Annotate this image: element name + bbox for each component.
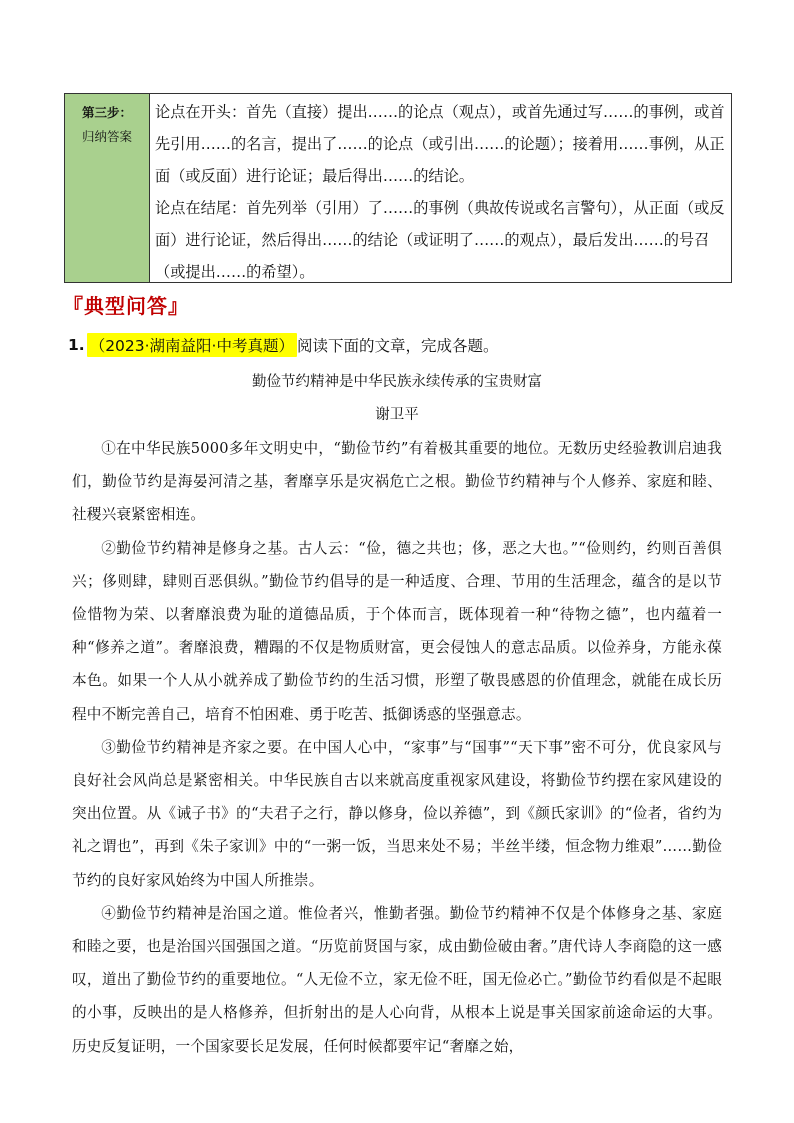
question-line (68, 333, 499, 357)
question-source-tag: （2023·湖南益阳·中考真题） (87, 333, 297, 357)
question-prompt: 阅读下面的文章，完成各题。 (297, 337, 499, 355)
article-paragraph: ②勤俭节约精神是修身之基。古人云：“俭，德之共也；侈，恶之大也。”“俭则约，约则百善俱兴；侈则肆，肆则百恶俱纵。”勤俭节约倡导的是一种适度、合理、节用的生活理念，蕴含的是以节俭惜物为荣、以奢靡浪费为耻的道德品质，于个体而言，既体现着一种“待物之德”，也内蕴着一种“修养之道”。奢靡浪费，糟蹋的不仅是物质财富，更会侵蚀人的意志品质。以俭养身，方能永葆本色。如果一个人从小就养成了勤俭节约的生活习惯，形塑了敬畏感恩的价值理念，就能在成长历程中不断完善自己，培育不怕困难、勇于吃苦、抵御诱惑的坚强意志。 (72, 539, 722, 723)
step-content-cell (150, 94, 731, 282)
step-para-opening: 论点在开头：首先（直接）提出……的论点（观点），或首先通过写……的事例，或首先引用……的名言，提出了……的论点（或引出……的论题）；接着用……事例，从正面（或反面）进行论证；最后得出……的结论。 (155, 103, 725, 185)
article-title: 勤俭节约精神是中华民族永续传承的宝贵财富 (252, 374, 542, 390)
step-para-ending: 论点在结尾：首先列举（引用）了……的事例（典故传说或名言警句），从正面（或反面）进行论证，然后得出……的结论（或证明了……的观点），最后发出……的号召（或提出……的希望）。 (155, 199, 725, 281)
article-paragraph: ③勤俭节约精神是齐家之要。在中国人心中，“家事”与“国事”“天下事”密不可分，优良家风与良好社会风尚总是紧密相关。中华民族自古以来就高度重视家风建设，将勤俭节约摆在家风建设的突出位置。从《诫子书》的“夫君子之行，静以修身，俭以养德”，到《颜氏家训》的“俭者，省约为礼之谓也”，再到《朱子家训》中的“一粥一饭，当思来处不易；半丝半缕，恒念物力维艰”……勤俭节约的良好家风始终为中国人所推崇。 (72, 738, 722, 889)
question-number: 1. (68, 336, 85, 354)
step-table (64, 93, 732, 283)
step-label-subtitle: 归纳答案 (81, 129, 132, 144)
step-label-cell (65, 94, 150, 282)
article-paragraph: ④勤俭节约精神是治国之道。惟俭者兴，惟勤者强。勤俭节约精神不仅是个体修身之基、家庭和睦之要，也是治国兴国强国之道。“历览前贤国与家，成由勤俭破由奢。”唐代诗人李商隐的这一感叹，道出了勤俭节约的重要地位。“人无俭不立，家无俭不旺，国无俭必亡。”勤俭节约看似是不起眼的小事，反映出的是人格修养，但折射出的是人心向背，从根本上说是事关国家前途命运的大事。历史反复证明，一个国家要长足发展，任何时候都要牢记“奢靡之始， (72, 904, 722, 1055)
section-heading: 『典型问答』 (63, 294, 189, 318)
article-author: 谢卫平 (375, 407, 419, 423)
article-body (72, 432, 722, 1063)
step-label-title: 第三步： (81, 105, 132, 120)
article-paragraph: ①在中华民族5000多年文明史中，“勤俭节约”有着极其重要的地位。无数历史经验教训启迪我们，勤俭节约是海晏河清之基，奢靡享乐是灾祸危亡之根。勤俭节约精神与个人修养、家庭和睦、社稷兴衰紧密相连。 (72, 440, 722, 524)
